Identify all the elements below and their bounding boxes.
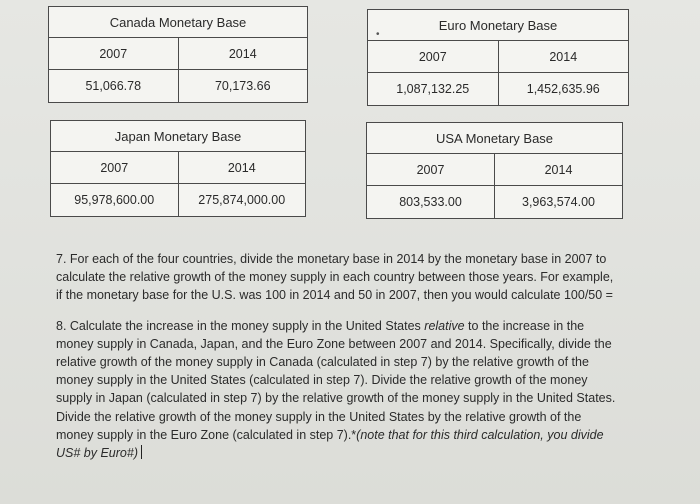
euro-monetary-base-table xyxy=(367,9,629,106)
header-2007: 2007 xyxy=(49,38,179,70)
value-2007: 1,087,132.25 xyxy=(368,73,499,106)
header-2014: 2014 xyxy=(178,38,308,70)
stray-dot: • xyxy=(376,29,380,40)
q8-line xyxy=(56,426,656,444)
note-italic-end: US# by Euro#) xyxy=(56,446,138,461)
q8-line xyxy=(56,317,656,335)
header-2014: 2014 xyxy=(495,154,623,186)
table-title: Canada Monetary Base xyxy=(49,7,308,38)
q8-line-start: money supply in the Euro Zone (calculated in step 7).* xyxy=(56,427,357,442)
usa-monetary-base-table xyxy=(366,122,623,219)
header-2007: 2007 xyxy=(51,152,179,184)
q7-line: calculate the relative growth of the money supply in each country between those years. For example, xyxy=(56,270,614,285)
q7-line: 7. For each of the four countries, divide the monetary base in 2014 by the monetary base in 2007 to xyxy=(56,252,607,266)
header-2007: 2007 xyxy=(368,41,499,73)
header-2007: 2007 xyxy=(367,154,495,186)
question-7 xyxy=(56,250,656,305)
note-italic: (note that for this third calculation, you divide xyxy=(356,427,604,442)
header-2014: 2014 xyxy=(178,152,306,184)
questions-text xyxy=(56,250,656,470)
value-2014: 275,874,000.00 xyxy=(178,184,306,217)
q8-line: relative growth of the money supply in Canada (calculated in step 7) by the relative growth of the xyxy=(56,355,589,370)
q8-line-tail: to the increase in the xyxy=(464,318,585,333)
q7-line: if the monetary base for the U.S. was 100 in 2014 and 50 in 2007, then you would calculate 100/50 = xyxy=(56,288,613,303)
canada-monetary-base-table xyxy=(48,6,308,103)
q8-line xyxy=(56,444,656,462)
q8-line: supply in Japan (calculated in step 7) by the relative growth of the money supply in the United States. xyxy=(56,391,616,406)
q8-line: money supply in Canada, Japan, and the Euro Zone between 2007 and 2014. Specifically, divide the xyxy=(56,336,612,351)
value-2014: 1,452,635.96 xyxy=(498,73,629,106)
value-2007: 51,066.78 xyxy=(49,70,179,103)
header-2014: 2014 xyxy=(498,41,629,73)
value-2014: 70,173.66 xyxy=(178,70,308,103)
relative-emphasis: relative xyxy=(424,318,465,333)
text-cursor[interactable] xyxy=(141,445,143,459)
q8-line: Divide the relative growth of the money supply in the United States by the relative growth of the xyxy=(56,409,582,424)
value-2014: 3,963,574.00 xyxy=(495,186,623,219)
table-title: Euro Monetary Base xyxy=(368,10,629,41)
q8-line-start: 8. Calculate the increase in the money supply in the United States xyxy=(56,318,425,333)
value-2007: 803,533.00 xyxy=(367,186,495,219)
table-title: Japan Monetary Base xyxy=(51,121,306,152)
table-title: USA Monetary Base xyxy=(367,123,623,154)
japan-monetary-base-table xyxy=(50,120,306,217)
value-2007: 95,978,600.00 xyxy=(51,184,179,217)
question-8 xyxy=(56,317,656,463)
q8-line: money supply in the United States (calculated in step 7). Divide the relative growth of the money xyxy=(56,373,588,388)
